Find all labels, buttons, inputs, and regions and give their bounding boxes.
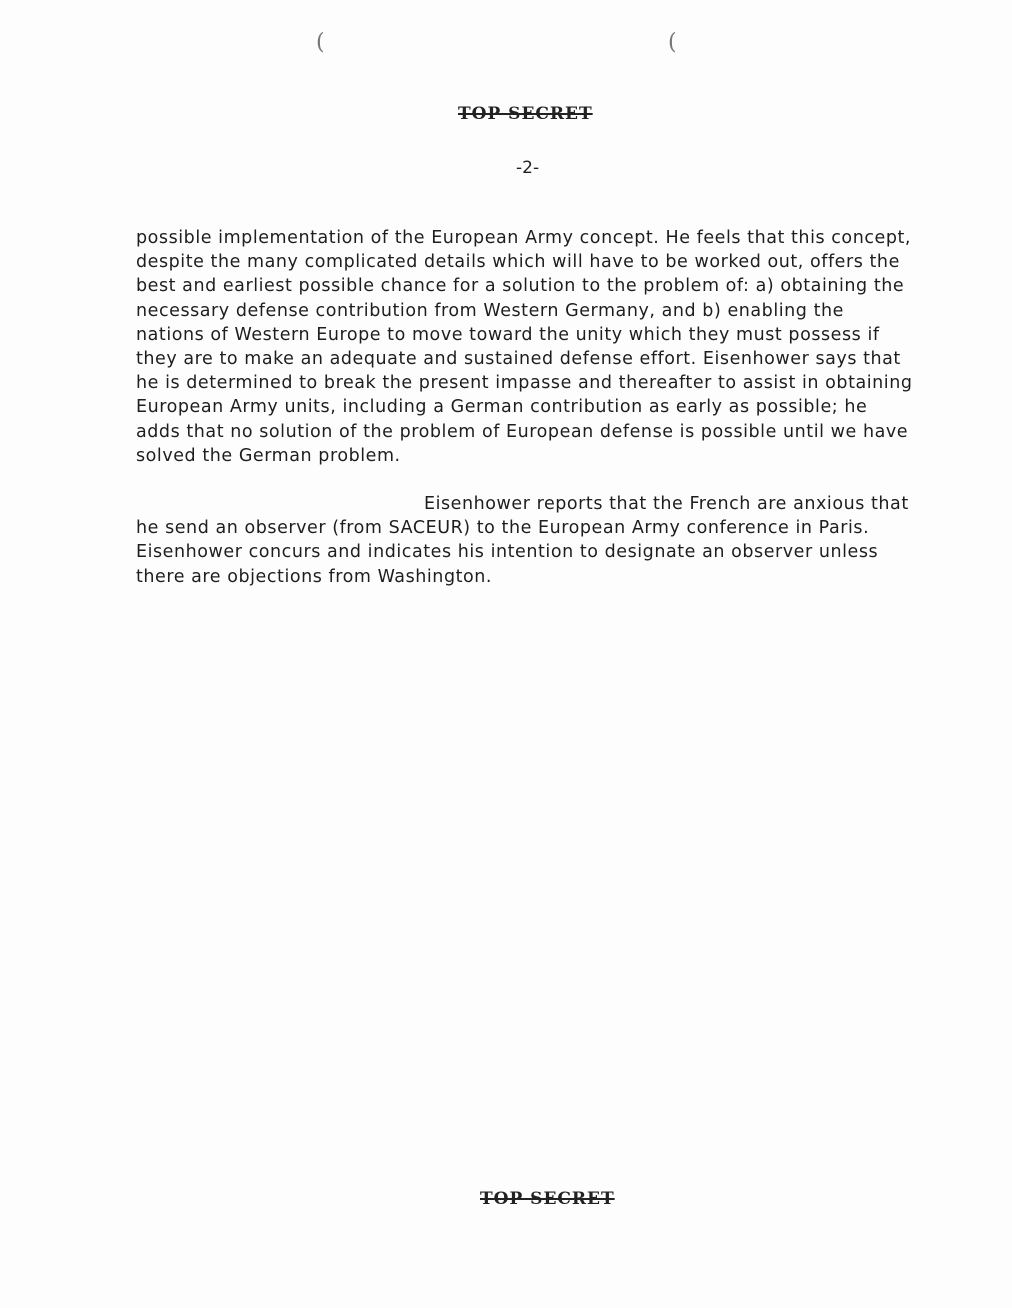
header-classification: TOP SECRET — [458, 104, 593, 124]
body-paragraph-2: Eisenhower reports that the French are anxious that he send an observer (from SACEUR) to the European Army conference in Paris. Eisenhower concurs and indicates his intention to designate an observer unless there are objections from Washington. — [136, 494, 909, 587]
footer-classification: TOP SECRET — [480, 1189, 615, 1209]
punch-mark-right: ( — [668, 30, 677, 55]
body-paragraph-1: possible implementation of the European Army concept. He feels that this concept, despite the many complicated details which will have to be worked out, offers the best and earliest possible chance for a solution to the problem of: a) obtaining the necessary defense contribution from Western Germany, and b) enabling the nations of Western Europe to move toward the unity which they must possess if they are to make an adequate and sustained defense effort. Eisenhower says that he is determined to break the present impasse and thereafter to assist in obtaining European Army units, including a German contribution as early as possible; he adds that no solution of the problem of European defense is possible until we have solved the German problem. — [136, 228, 913, 466]
punch-mark-left: ( — [316, 30, 325, 55]
document-body — [136, 226, 916, 589]
page-number: -2- — [516, 158, 540, 178]
